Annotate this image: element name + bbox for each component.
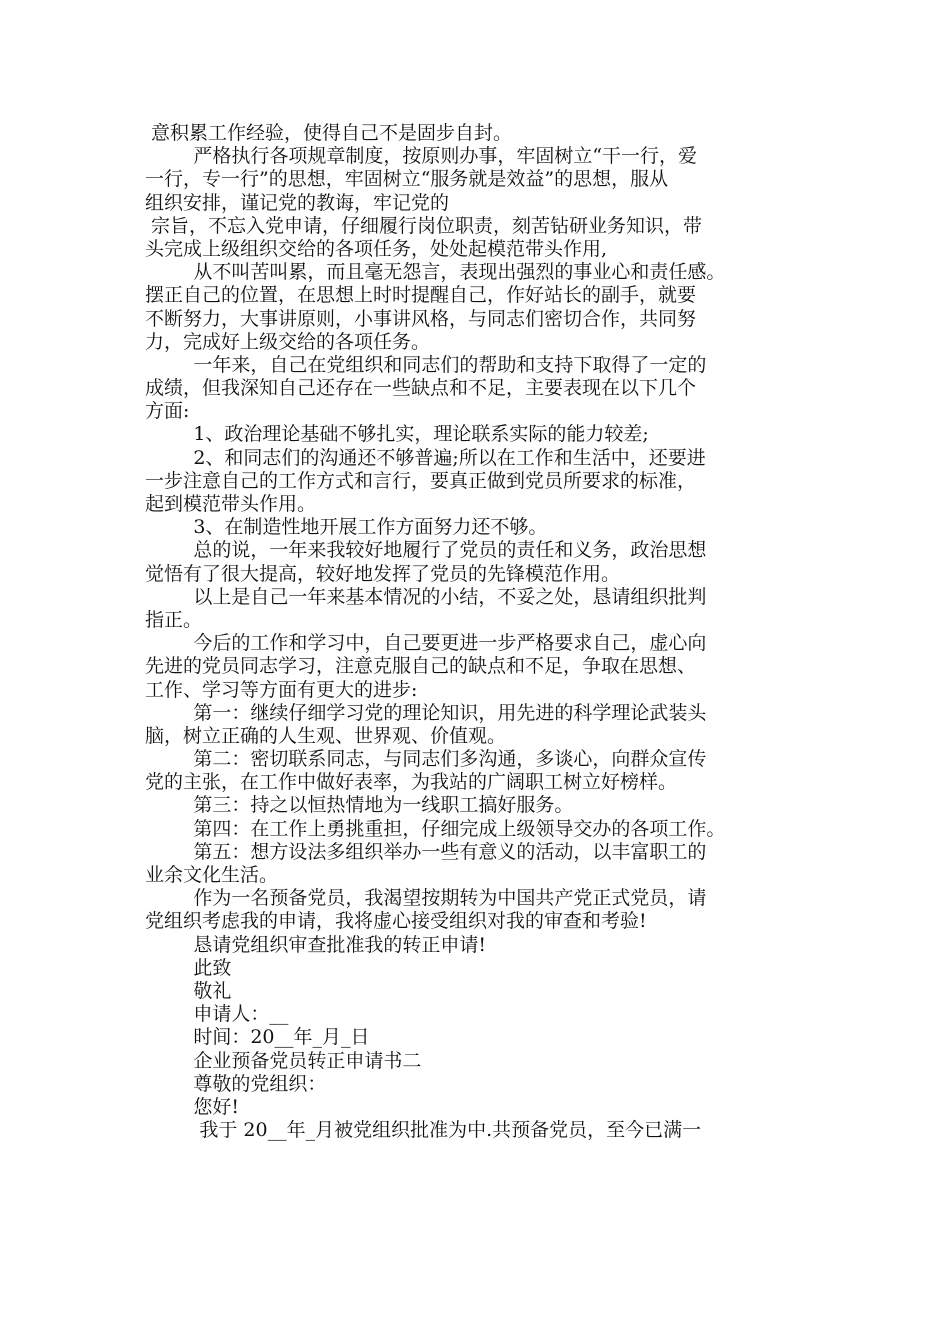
text-line: 一行，专一行”的思想，牢固树立“服务就是效益”的思想，服从 (145, 168, 669, 191)
text-line: 企业预备党员转正申请书二 (145, 1049, 422, 1072)
text-line: 恳请党组织审查批准我的转正申请! (145, 933, 486, 956)
text-line: 不断努力，大事讲原则，小事讲风格，与同志们密切合作，共同努 (145, 307, 697, 330)
text-line: 总的说，一年来我较好地履行了党员的责任和义务，政治思想 (145, 539, 707, 562)
text-line: 工作、学习等方面有更大的进步: (145, 678, 418, 701)
text-line: 起到模范带头作用。 (145, 493, 317, 515)
text-line: 第三：持之以恒热情地为一线职工搞好服务。 (145, 794, 574, 817)
text-line: 先进的党员同志学习，注意克服自己的缺点和不足，争取在思想、 (145, 655, 697, 678)
text-line: 今后的工作和学习中，自己要更进一步严格要求自己，虚心向 (145, 632, 707, 655)
text-line: 时间：20__年_月_日 (145, 1026, 370, 1049)
text-line: 觉悟有了很大提高，较好地发挥了党员的先锋模范作用。 (145, 562, 621, 585)
text-line: 力，完成好上级交给的各项任务。 (145, 330, 431, 353)
text-line: 从不叫苦叫累，而且毫无怨言，表现出强烈的事业心和责任感。 (145, 261, 726, 284)
text-line: 一年来，自己在党组织和同志们的帮助和支持下取得了一定的 (145, 353, 707, 376)
text-line: 1、政治理论基础不够扎实，理论联系实际的能力较差; (145, 423, 649, 446)
text-line: 指正。 (145, 608, 203, 631)
text-line: 您好! (145, 1095, 239, 1118)
text-line: 作为一名预备党员，我渴望按期转为中国共产党正式党员，请 (145, 887, 707, 910)
text-line: 尊敬的党组织： (145, 1072, 327, 1095)
text-line: 组织安排，谨记党的教诲，牢记党的 (145, 191, 450, 214)
text-line: 方面: (145, 400, 190, 423)
text-line: 宗旨，不忘入党申请，仔细履行岗位职责，刻苦钻研业务知识，带 (145, 214, 703, 237)
text-line: 申请人：__ (145, 1003, 289, 1026)
text-line: 意积累工作经验，使得自己不是固步自封。 (145, 122, 513, 144)
text-line: 摆正自己的位置，在思想上时时提醒自己，作好站长的副手，就要 (145, 284, 697, 307)
text-line: 此致 (145, 956, 232, 979)
text-line: 成绩，但我深知自己还存在一些缺点和不足，主要表现在以下几个 (145, 377, 697, 400)
text-line: 敬礼 (145, 979, 232, 1002)
text-line: 我于 20__年_月被党组织批准为中.共预备党员，至今已满一 (145, 1119, 702, 1142)
text-line: 以上是自己一年来基本情况的小结，不妥之处，恳请组织批判 (145, 585, 707, 608)
text-line: 第四：在工作上勇挑重担，仔细完成上级领导交办的各项工作。 (145, 817, 726, 840)
document-body (145, 122, 817, 1142)
text-line: 党的主张，在工作中做好表率，为我站的广阔职工树立好榜样。 (145, 771, 678, 794)
text-line: 脑，树立正确的人生观、世界观、价值观。 (145, 724, 507, 747)
text-line: 头完成上级组织交给的各项任务，处处起模范带头作用, (145, 237, 608, 260)
text-line: 业余文化生活。 (145, 864, 279, 886)
text-line: 党组织考虑我的申请，我将虚心接受组织对我的审查和考验! (145, 910, 647, 933)
text-line: 3、在制造性地开展工作方面努力还不够。 (145, 516, 548, 539)
text-line: 第五：想方设法多组织举办一些有意义的活动，以丰富职工的 (145, 840, 707, 863)
text-line: 第二：密切联系同志，与同志们多沟通，多谈心，向群众宣传 (145, 748, 707, 771)
text-line: 严格执行各项规章制度，按原则办事，牢固树立“干一行，爱 (145, 145, 698, 168)
text-line: 第一：继续仔细学习党的理论知识，用先进的科学理论武装头 (145, 701, 707, 724)
text-line: 一步注意自己的工作方式和言行，要真正做到党员所要求的标准， (145, 469, 697, 492)
text-line: 2、和同志们的沟通还不够普遍;所以在工作和生活中，还要进 (145, 446, 706, 469)
